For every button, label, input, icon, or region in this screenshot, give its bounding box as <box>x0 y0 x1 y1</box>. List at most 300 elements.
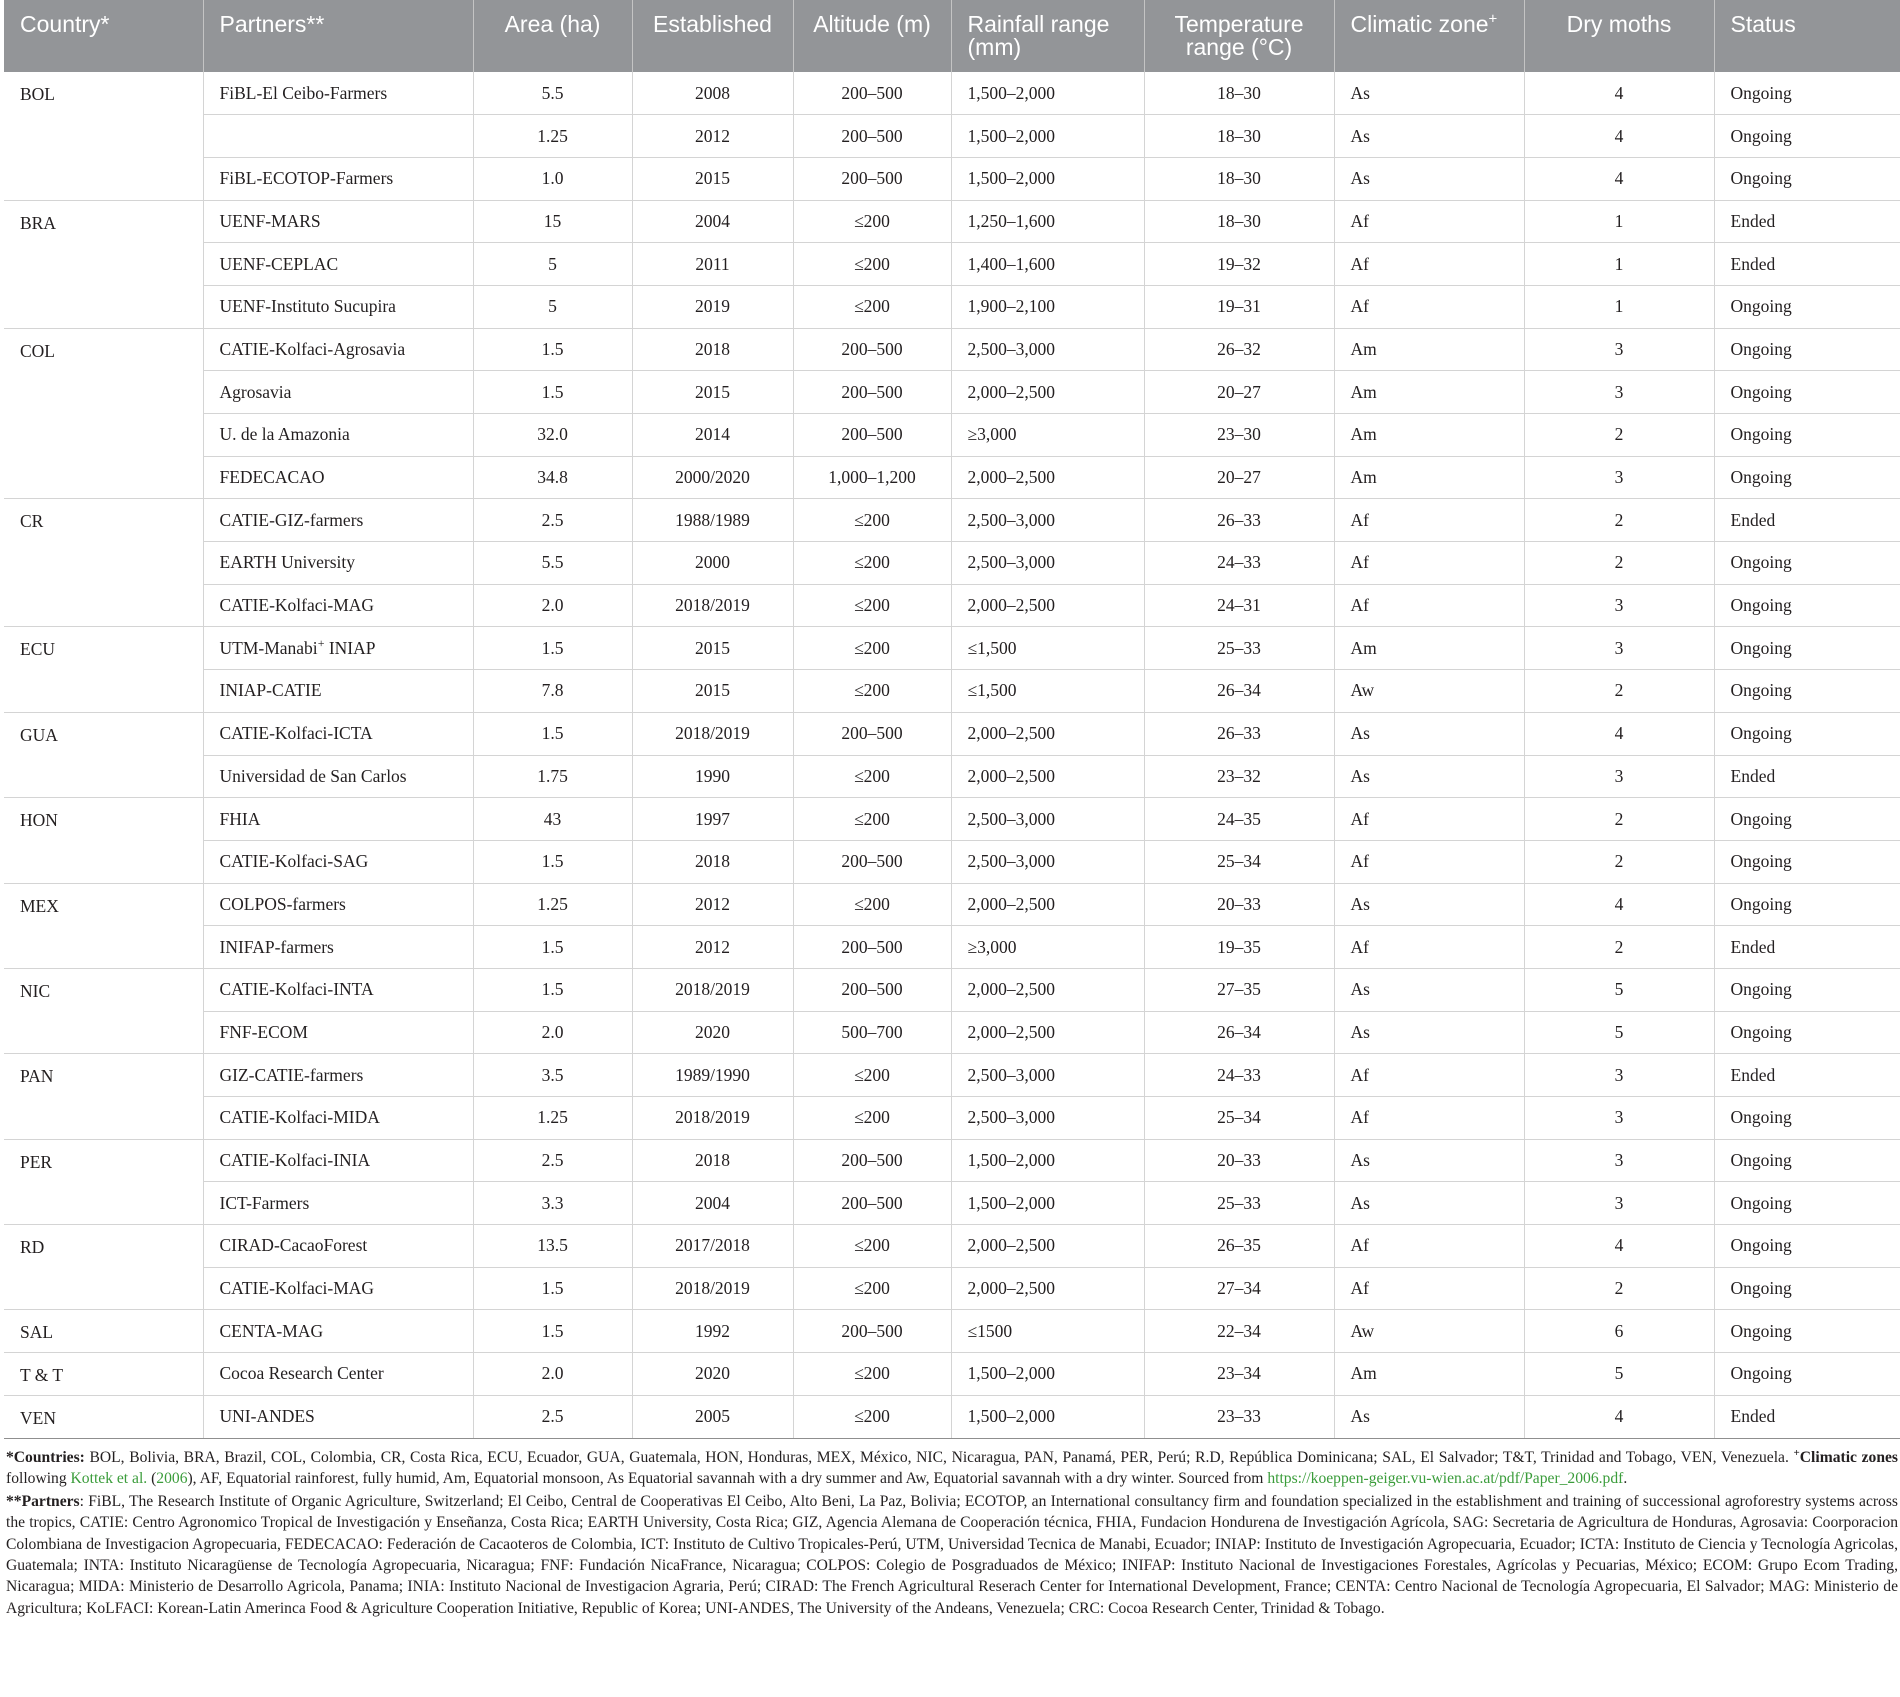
cell-area: 2.0 <box>473 1353 632 1396</box>
cell-altitude: ≤200 <box>793 627 951 670</box>
table-row <box>4 840 1900 883</box>
cell-rainfall: 2,000–2,500 <box>951 968 1144 1011</box>
cell-climatic-zone: As <box>1334 1395 1524 1438</box>
col-header-established: Established <box>632 0 793 72</box>
cell-partners <box>203 627 473 670</box>
cell-partners: CENTA-MAG <box>203 1310 473 1353</box>
cell-dry-months: 2 <box>1524 542 1714 585</box>
table-row <box>4 1182 1900 1225</box>
cell-altitude: 200–500 <box>793 1182 951 1225</box>
cell-climatic-zone: Aw <box>1334 670 1524 713</box>
cell-country: GUA <box>4 712 203 797</box>
cell-country: HON <box>4 798 203 883</box>
cell-area: 1.5 <box>473 328 632 371</box>
cell-status: Ongoing <box>1714 371 1900 414</box>
cell-partners: CATIE-Kolfaci-SAG <box>203 840 473 883</box>
cell-temperature: 24–33 <box>1144 1054 1334 1097</box>
climatic-text-2: ( <box>147 1469 157 1487</box>
cell-rainfall: 2,500–3,000 <box>951 1054 1144 1097</box>
cell-country: RD <box>4 1225 203 1310</box>
cell-country: SAL <box>4 1310 203 1353</box>
cell-status: Ongoing <box>1714 1097 1900 1140</box>
cell-established: 2019 <box>632 285 793 328</box>
cell-status: Ongoing <box>1714 1182 1900 1225</box>
cell-rainfall: 2,500–3,000 <box>951 328 1144 371</box>
cell-temperature: 27–35 <box>1144 968 1334 1011</box>
cell-area: 1.25 <box>473 883 632 926</box>
cell-country: T & T <box>4 1353 203 1396</box>
cell-area: 1.5 <box>473 1310 632 1353</box>
table-row <box>4 755 1900 798</box>
table-row <box>4 1097 1900 1140</box>
cell-altitude: ≤200 <box>793 798 951 841</box>
col-header-partners: Partners** <box>203 0 473 72</box>
cell-dry-months: 4 <box>1524 712 1714 755</box>
cell-temperature: 23–34 <box>1144 1353 1334 1396</box>
cell-status: Ended <box>1714 1054 1900 1097</box>
sites-table <box>4 0 1900 1439</box>
cell-temperature: 19–35 <box>1144 926 1334 969</box>
cell-altitude: 200–500 <box>793 1139 951 1182</box>
header-row <box>4 0 1900 72</box>
cell-status: Ongoing <box>1714 627 1900 670</box>
footnote-partners <box>6 1491 1898 1619</box>
table-row <box>4 712 1900 755</box>
cell-established: 1988/1989 <box>632 499 793 542</box>
cell-status: Ongoing <box>1714 285 1900 328</box>
cell-altitude: 200–500 <box>793 72 951 115</box>
cell-temperature: 20–33 <box>1144 883 1334 926</box>
cell-altitude: 200–500 <box>793 115 951 158</box>
cell-area: 1.25 <box>473 1097 632 1140</box>
cell-established: 2015 <box>632 157 793 200</box>
cell-rainfall: 2,000–2,500 <box>951 584 1144 627</box>
cell-established: 2018/2019 <box>632 968 793 1011</box>
cell-status: Ongoing <box>1714 456 1900 499</box>
cell-area: 3.3 <box>473 1182 632 1225</box>
table-row <box>4 157 1900 200</box>
cell-dry-months: 2 <box>1524 1267 1714 1310</box>
cell-altitude: ≤200 <box>793 1225 951 1268</box>
cell-partners: CATIE-Kolfaci-Agrosavia <box>203 328 473 371</box>
cell-altitude: ≤200 <box>793 670 951 713</box>
cell-status: Ongoing <box>1714 1139 1900 1182</box>
cell-rainfall: 2,000–2,500 <box>951 883 1144 926</box>
cell-altitude: ≤200 <box>793 499 951 542</box>
cell-temperature: 26–34 <box>1144 1011 1334 1054</box>
cell-climatic-zone: Am <box>1334 371 1524 414</box>
cell-rainfall: 2,500–3,000 <box>951 1097 1144 1140</box>
cell-rainfall: ≤1,500 <box>951 670 1144 713</box>
table-row <box>4 627 1900 670</box>
table-row <box>4 926 1900 969</box>
partners-text: : FiBL, The Research Institute of Organic Agriculture, Switzerland; El Ceibo, Central de Cooperativas El Ceibo, Alto Beni, La Paz, Bolivia; ECOTOP, an International consultancy firm and foundation specialized in the establishment and training of successional agroforestry systems across the tropics, CATIE: Centro Agronomico Tropical de Investigación y Enseñanza, Costa Rica; EARTH University, Costa Rica; GIZ, Agencia Alemana de Cooperación técnica, FHIA, Fundacion Hondurena de Investigación Agrícola, SAG: Secretaria de Agricultura de Honduras, Agrosavia: Coorporacion Colombiana de Investigacion Agropecuaria, FEDECACAO: Federación de Cacaoteros de Colombia, ICT: Instituto de Cultivo Tropicales-Perú, UTM, Universidad Tecnica de Manabi, Ecuador; INIAP: Instituto de Investigación Agropecuaria, Ecuador; ICTA: Instituto de Ciencia y Tecnología Agricolas, Guatemala; INTA: Instituto Nicaragüense de Tecnología Agropecuaria, Nicaragua; FNF: Fundación NicaFrance, Nicaragua; COLPOS: Colegio de Posgraduados de México; INIFAP: Instituto Nacional de Investigaciones Forestales, Agrícolas y Pecuarias, México; ECOM: Grupo Ecom Trading, Nicaragua; MIDA: Ministerio de Desarrollo Agricola, Panama; INIA: Instituto Nacional de Investigacion Agraria, Perú; CIRAD: The French Agricultural Reserach Center for International Development, France; CENTA: Centro Nacional de Tecnología Agropecuaria, El Salvador; MAG: Ministerio de Agricultura; KoLFACI: Korean-Latin Amerinca Food & Agriculture Cooperation Initiative, Republic of Korea; UNI-ANDES, The University of the Andeans, Venezuela; CRC: Cocoa Research Center, Trinidad & Tobago. <box>6 1493 1898 1617</box>
cell-partners: CIRAD-CacaoForest <box>203 1225 473 1268</box>
partner-name-suffix: INIAP <box>324 637 376 658</box>
cell-dry-months: 2 <box>1524 414 1714 457</box>
cell-partners: GIZ-CATIE-farmers <box>203 1054 473 1097</box>
table-row <box>4 414 1900 457</box>
cell-dry-months: 2 <box>1524 926 1714 969</box>
cell-dry-months: 4 <box>1524 115 1714 158</box>
cell-climatic-zone: Af <box>1334 499 1524 542</box>
cell-status: Ongoing <box>1714 840 1900 883</box>
cell-established: 2012 <box>632 883 793 926</box>
cell-established: 2017/2018 <box>632 1225 793 1268</box>
cell-altitude: ≤200 <box>793 1097 951 1140</box>
cell-established: 2020 <box>632 1011 793 1054</box>
cell-temperature: 26–35 <box>1144 1225 1334 1268</box>
cell-dry-months: 1 <box>1524 200 1714 243</box>
climatic-zone-mark: + <box>1488 10 1498 28</box>
cell-rainfall: ≥3,000 <box>951 414 1144 457</box>
cell-area: 3.5 <box>473 1054 632 1097</box>
cell-partners: UENF-CEPLAC <box>203 243 473 286</box>
cell-temperature: 18–30 <box>1144 72 1334 115</box>
col-header-area: Area (ha) <box>473 0 632 72</box>
cell-climatic-zone: Af <box>1334 285 1524 328</box>
table-row <box>4 584 1900 627</box>
cell-climatic-zone: As <box>1334 883 1524 926</box>
cell-dry-months: 3 <box>1524 1182 1714 1225</box>
cell-rainfall: 1,500–2,000 <box>951 72 1144 115</box>
cell-altitude: 200–500 <box>793 840 951 883</box>
cell-rainfall: 1,500–2,000 <box>951 1395 1144 1438</box>
cell-altitude: ≤200 <box>793 1054 951 1097</box>
cell-temperature: 26–33 <box>1144 712 1334 755</box>
cell-established: 1990 <box>632 755 793 798</box>
partner-name: UTM-Manabi <box>219 637 318 658</box>
cell-partners: FiBL-ECOTOP-Farmers <box>203 157 473 200</box>
table-row <box>4 1267 1900 1310</box>
cell-climatic-zone: As <box>1334 1182 1524 1225</box>
cell-established: 2005 <box>632 1395 793 1438</box>
cell-rainfall: 2,000–2,500 <box>951 1225 1144 1268</box>
cell-altitude: 200–500 <box>793 157 951 200</box>
cell-established: 2018 <box>632 328 793 371</box>
table-row <box>4 1225 1900 1268</box>
cell-area: 1.25 <box>473 115 632 158</box>
cell-established: 2012 <box>632 115 793 158</box>
cell-established: 2018/2019 <box>632 1097 793 1140</box>
cell-altitude: 500–700 <box>793 1011 951 1054</box>
cell-rainfall: 2,000–2,500 <box>951 1267 1144 1310</box>
cell-partners: CATIE-Kolfaci-MAG <box>203 1267 473 1310</box>
table-row <box>4 968 1900 1011</box>
cell-established: 2008 <box>632 72 793 115</box>
cell-temperature: 19–32 <box>1144 243 1334 286</box>
citation-year-link[interactable]: 2006 <box>156 1469 188 1487</box>
cell-country: PER <box>4 1139 203 1224</box>
cell-climatic-zone: Am <box>1334 1353 1524 1396</box>
cell-dry-months: 3 <box>1524 1139 1714 1182</box>
table-row <box>4 1353 1900 1396</box>
cell-partners: FHIA <box>203 798 473 841</box>
cell-dry-months: 3 <box>1524 328 1714 371</box>
cell-rainfall: 2,500–3,000 <box>951 840 1144 883</box>
cell-area: 1.5 <box>473 712 632 755</box>
table-row <box>4 1395 1900 1438</box>
cell-altitude: 200–500 <box>793 1310 951 1353</box>
table-row <box>4 1054 1900 1097</box>
cell-dry-months: 1 <box>1524 243 1714 286</box>
cell-dry-months: 2 <box>1524 499 1714 542</box>
col-header-rainfall: Rainfall range (mm) <box>951 0 1144 72</box>
cell-area: 32.0 <box>473 414 632 457</box>
cell-area: 15 <box>473 200 632 243</box>
cell-status: Ended <box>1714 926 1900 969</box>
cell-climatic-zone: Am <box>1334 627 1524 670</box>
cell-temperature: 26–32 <box>1144 328 1334 371</box>
cell-established: 2000 <box>632 542 793 585</box>
citation-author-link[interactable]: Kottek et al. <box>70 1469 148 1487</box>
cell-partners: CATIE-GIZ-farmers <box>203 499 473 542</box>
cell-altitude: 200–500 <box>793 712 951 755</box>
cell-area: 1.5 <box>473 627 632 670</box>
cell-status: Ended <box>1714 1395 1900 1438</box>
cell-status: Ongoing <box>1714 712 1900 755</box>
col-header-altitude: Altitude (m) <box>793 0 951 72</box>
cell-established: 2004 <box>632 1182 793 1225</box>
cell-altitude: ≤200 <box>793 542 951 585</box>
table-row <box>4 798 1900 841</box>
cell-partners: Agrosavia <box>203 371 473 414</box>
cell-climatic-zone: Af <box>1334 840 1524 883</box>
cell-rainfall: 1,500–2,000 <box>951 1139 1144 1182</box>
cell-altitude: ≤200 <box>793 883 951 926</box>
cell-climatic-zone: Af <box>1334 243 1524 286</box>
cell-altitude: 200–500 <box>793 926 951 969</box>
cell-country: MEX <box>4 883 203 968</box>
countries-text: BOL, Bolivia, BRA, Brazil, COL, Colombia, CR, Costa Rica, ECU, Ecuador, GUA, Guatemala, HON, Honduras, MEX, México, NIC, Nicaragua, PAN, Panamá, PER, Perú; R.D, República Dominicana; SAL, El Salvador; T&T, Trinidad and Tobago, VEN, Venezuela. <box>84 1448 1794 1466</box>
cell-area: 7.8 <box>473 670 632 713</box>
partner-mark: + <box>317 635 325 650</box>
cell-altitude: ≤200 <box>793 285 951 328</box>
table-row <box>4 243 1900 286</box>
cell-rainfall: 2,000–2,500 <box>951 712 1144 755</box>
cell-status: Ongoing <box>1714 1267 1900 1310</box>
cell-rainfall: 2,000–2,500 <box>951 1011 1144 1054</box>
cell-climatic-zone: As <box>1334 1139 1524 1182</box>
table-row <box>4 285 1900 328</box>
cell-temperature: 25–34 <box>1144 840 1334 883</box>
cell-area: 1.75 <box>473 755 632 798</box>
cell-temperature: 20–27 <box>1144 456 1334 499</box>
cell-climatic-zone: As <box>1334 755 1524 798</box>
cell-area: 5 <box>473 243 632 286</box>
cell-temperature: 26–33 <box>1144 499 1334 542</box>
table-row <box>4 883 1900 926</box>
table-row <box>4 1139 1900 1182</box>
cell-country: ECU <box>4 627 203 712</box>
cell-established: 2015 <box>632 627 793 670</box>
cell-established: 2018/2019 <box>632 1267 793 1310</box>
table-row <box>4 499 1900 542</box>
cell-climatic-zone: Af <box>1334 1097 1524 1140</box>
cell-climatic-zone: As <box>1334 712 1524 755</box>
cell-temperature: 22–34 <box>1144 1310 1334 1353</box>
cell-climatic-zone: Af <box>1334 798 1524 841</box>
cell-temperature: 23–33 <box>1144 1395 1334 1438</box>
cell-status: Ongoing <box>1714 414 1900 457</box>
cell-partners: CATIE-Kolfaci-INIA <box>203 1139 473 1182</box>
cell-climatic-zone: Aw <box>1334 1310 1524 1353</box>
cell-climatic-zone: Af <box>1334 584 1524 627</box>
cell-rainfall: 1,500–2,000 <box>951 115 1144 158</box>
cell-dry-months: 4 <box>1524 72 1714 115</box>
cell-rainfall: 1,400–1,600 <box>951 243 1144 286</box>
table-row <box>4 542 1900 585</box>
cell-status: Ongoing <box>1714 1310 1900 1353</box>
cell-status: Ongoing <box>1714 584 1900 627</box>
countries-label: *Countries: <box>6 1448 85 1466</box>
cell-altitude: ≤200 <box>793 200 951 243</box>
partners-label: **Partners <box>6 1493 80 1511</box>
cell-altitude: ≤200 <box>793 584 951 627</box>
col-header-temperature: Temperature range (°C) <box>1144 0 1334 72</box>
cell-status: Ended <box>1714 499 1900 542</box>
cell-area: 2.0 <box>473 584 632 627</box>
cell-altitude: 200–500 <box>793 328 951 371</box>
cell-partners: COLPOS-farmers <box>203 883 473 926</box>
cell-established: 1989/1990 <box>632 1054 793 1097</box>
cell-status: Ongoing <box>1714 798 1900 841</box>
cell-climatic-zone: Af <box>1334 200 1524 243</box>
cell-partners: INIFAP-farmers <box>203 926 473 969</box>
cell-partners: U. de la Amazonia <box>203 414 473 457</box>
cell-climatic-zone: Am <box>1334 414 1524 457</box>
cell-rainfall: 1,500–2,000 <box>951 157 1144 200</box>
cell-area: 5 <box>473 285 632 328</box>
table-row <box>4 115 1900 158</box>
cell-dry-months: 4 <box>1524 883 1714 926</box>
col-header-climatic-zone <box>1334 0 1524 72</box>
cell-temperature: 18–30 <box>1144 200 1334 243</box>
cell-country: PAN <box>4 1054 203 1139</box>
cell-rainfall: ≤1500 <box>951 1310 1144 1353</box>
cell-country: CR <box>4 499 203 627</box>
table-row <box>4 200 1900 243</box>
cell-rainfall: 2,500–3,000 <box>951 499 1144 542</box>
cell-climatic-zone: As <box>1334 1011 1524 1054</box>
cell-partners: FEDECACAO <box>203 456 473 499</box>
col-header-country: Country* <box>4 0 203 72</box>
cell-country: VEN <box>4 1395 203 1438</box>
cell-established: 2020 <box>632 1353 793 1396</box>
cell-climatic-zone: Am <box>1334 456 1524 499</box>
cell-rainfall: 1,500–2,000 <box>951 1353 1144 1396</box>
cell-area: 2.5 <box>473 499 632 542</box>
cell-area: 1.5 <box>473 968 632 1011</box>
cell-partners: CATIE-Kolfaci-INTA <box>203 968 473 1011</box>
cell-area: 1.5 <box>473 1267 632 1310</box>
cell-temperature: 25–33 <box>1144 1182 1334 1225</box>
cell-dry-months: 1 <box>1524 285 1714 328</box>
cell-dry-months: 3 <box>1524 584 1714 627</box>
cell-temperature: 27–34 <box>1144 1267 1334 1310</box>
cell-status: Ongoing <box>1714 1353 1900 1396</box>
cell-status: Ongoing <box>1714 115 1900 158</box>
cell-dry-months: 2 <box>1524 840 1714 883</box>
cell-temperature: 24–33 <box>1144 542 1334 585</box>
climatic-mark: + <box>1793 1446 1800 1459</box>
footnote-countries-climate <box>6 1447 1898 1490</box>
cell-altitude: 200–500 <box>793 414 951 457</box>
cell-dry-months: 5 <box>1524 968 1714 1011</box>
cell-country: BOL <box>4 72 203 200</box>
cell-rainfall: 1,500–2,000 <box>951 1182 1144 1225</box>
table-row <box>4 1011 1900 1054</box>
cell-temperature: 25–33 <box>1144 627 1334 670</box>
table-row <box>4 371 1900 414</box>
cell-established: 2012 <box>632 926 793 969</box>
cell-status: Ongoing <box>1714 1011 1900 1054</box>
cell-climatic-zone: As <box>1334 72 1524 115</box>
cell-temperature: 24–35 <box>1144 798 1334 841</box>
cell-partners: CATIE-Kolfaci-MAG <box>203 584 473 627</box>
cell-established: 1997 <box>632 798 793 841</box>
cell-status: Ongoing <box>1714 670 1900 713</box>
cell-area: 34.8 <box>473 456 632 499</box>
cell-area: 5.5 <box>473 72 632 115</box>
cell-rainfall: 2,500–3,000 <box>951 798 1144 841</box>
cell-status: Ongoing <box>1714 883 1900 926</box>
cell-altitude: ≤200 <box>793 1395 951 1438</box>
cell-area: 5.5 <box>473 542 632 585</box>
cell-status: Ongoing <box>1714 328 1900 371</box>
cell-climatic-zone: Af <box>1334 1054 1524 1097</box>
cell-rainfall: 1,250–1,600 <box>951 200 1144 243</box>
cell-partners: ICT-Farmers <box>203 1182 473 1225</box>
cell-dry-months: 5 <box>1524 1353 1714 1396</box>
cell-area: 43 <box>473 798 632 841</box>
cell-area: 13.5 <box>473 1225 632 1268</box>
cell-rainfall: 1,900–2,100 <box>951 285 1144 328</box>
cell-dry-months: 3 <box>1524 627 1714 670</box>
cell-partners: UENF-Instituto Sucupira <box>203 285 473 328</box>
cell-partners: CATIE-Kolfaci-ICTA <box>203 712 473 755</box>
source-url-link[interactable]: https://koeppen-geiger.vu-wien.ac.at/pdf/Paper_2006.pdf <box>1267 1469 1624 1487</box>
cell-partners: CATIE-Kolfaci-MIDA <box>203 1097 473 1140</box>
cell-dry-months: 2 <box>1524 798 1714 841</box>
cell-rainfall: 2,000–2,500 <box>951 371 1144 414</box>
cell-altitude: 1,000–1,200 <box>793 456 951 499</box>
cell-country: NIC <box>4 968 203 1053</box>
cell-status: Ended <box>1714 755 1900 798</box>
cell-temperature: 23–32 <box>1144 755 1334 798</box>
cell-climatic-zone: Af <box>1334 542 1524 585</box>
cell-country: BRA <box>4 200 203 328</box>
cell-altitude: ≤200 <box>793 1267 951 1310</box>
cell-partners: Cocoa Research Center <box>203 1353 473 1396</box>
cell-dry-months: 4 <box>1524 1225 1714 1268</box>
cell-rainfall: ≥3,000 <box>951 926 1144 969</box>
cell-climatic-zone: Af <box>1334 1267 1524 1310</box>
cell-temperature: 23–30 <box>1144 414 1334 457</box>
cell-climatic-zone: As <box>1334 157 1524 200</box>
cell-dry-months: 3 <box>1524 1097 1714 1140</box>
cell-established: 2011 <box>632 243 793 286</box>
table-footnotes <box>4 1439 1900 1619</box>
cell-partners: UENF-MARS <box>203 200 473 243</box>
cell-rainfall: ≤1,500 <box>951 627 1144 670</box>
cell-temperature: 19–31 <box>1144 285 1334 328</box>
cell-area: 2.0 <box>473 1011 632 1054</box>
cell-temperature: 20–33 <box>1144 1139 1334 1182</box>
climatic-text-1: following <box>6 1469 71 1487</box>
cell-dry-months: 6 <box>1524 1310 1714 1353</box>
cell-rainfall: 2,000–2,500 <box>951 755 1144 798</box>
